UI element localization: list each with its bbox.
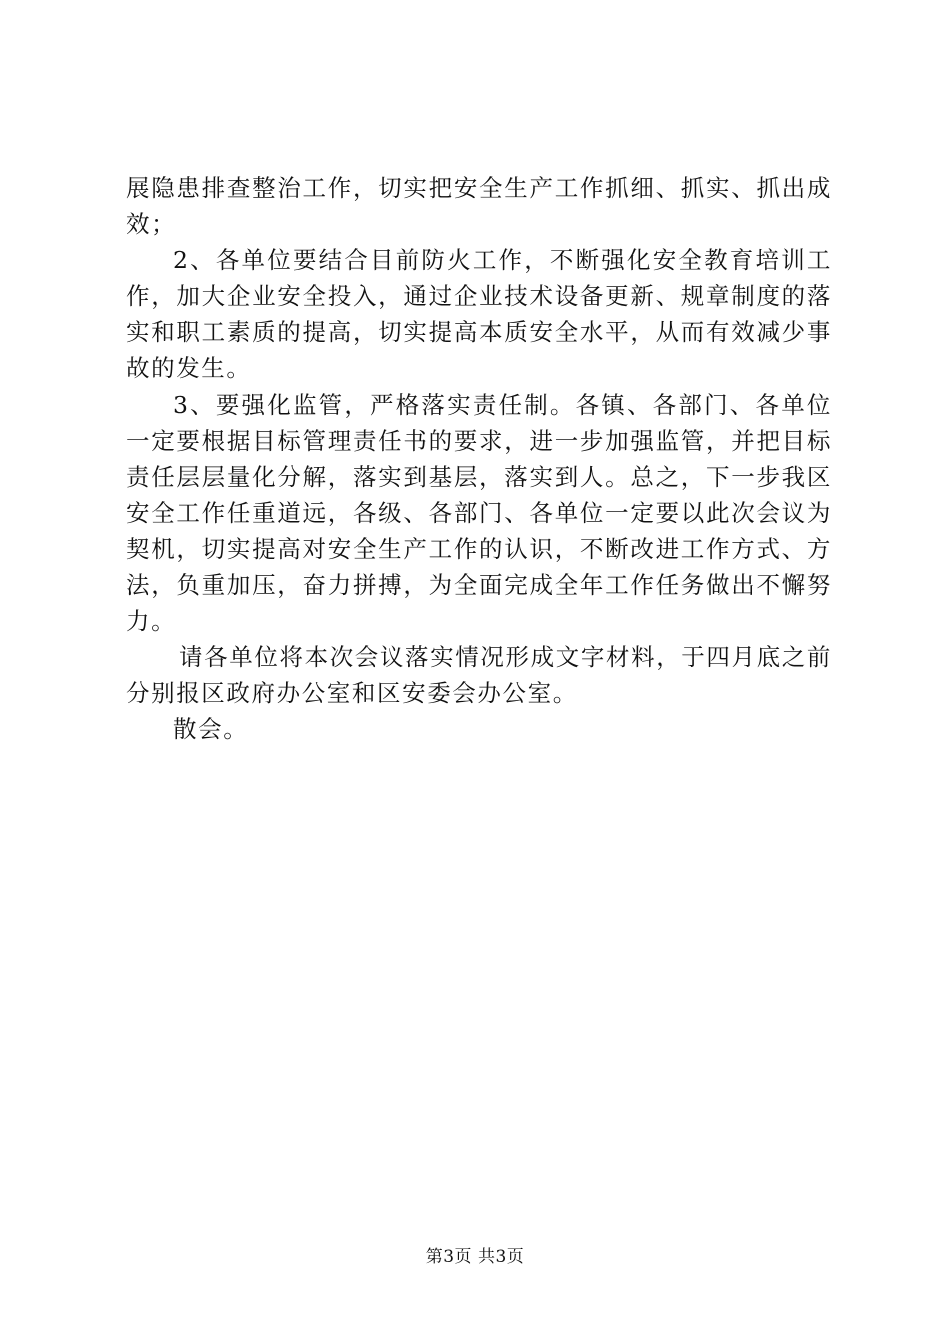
paragraph-request: 请各单位将本次会议落实情况形成文字材料，于四月底之前分别报区政府办公室和区安委会办公室。: [126, 643, 832, 708]
paragraph-continuation: 展隐患排查整治工作，切实把安全生产工作抓细、抓实、抓出成效；: [126, 174, 832, 239]
paragraph-item-2: 2、各单位要结合目前防火工作，不断强化安全教育培训工作，加大企业安全投入，通过企业技术设备更新、规章制度的落实和职工素质的提高，切实提高本质安全水平，从而有效减少事故的发生。: [126, 246, 832, 383]
document-body: [126, 170, 832, 748]
paragraph-adjourn: 散会。: [173, 715, 249, 744]
paragraph-item-3: 3、要强化监管，严格落实责任制。各镇、各部门、各单位一定要根据目标管理责任书的要求，进一步加强监管，并把目标责任层层量化分解，落实到基层，落实到人。总之，下一步我区安全工作任重道远，各级、各部门、各单位一定要以此次会议为契机，切实提高对安全生产工作的认识，不断改进工作方式、方法，负重加压，奋力拼搏，为全面完成全年工作任务做出不懈努力。: [126, 390, 832, 636]
page-footer: 第3页 共3页: [425, 1247, 525, 1267]
